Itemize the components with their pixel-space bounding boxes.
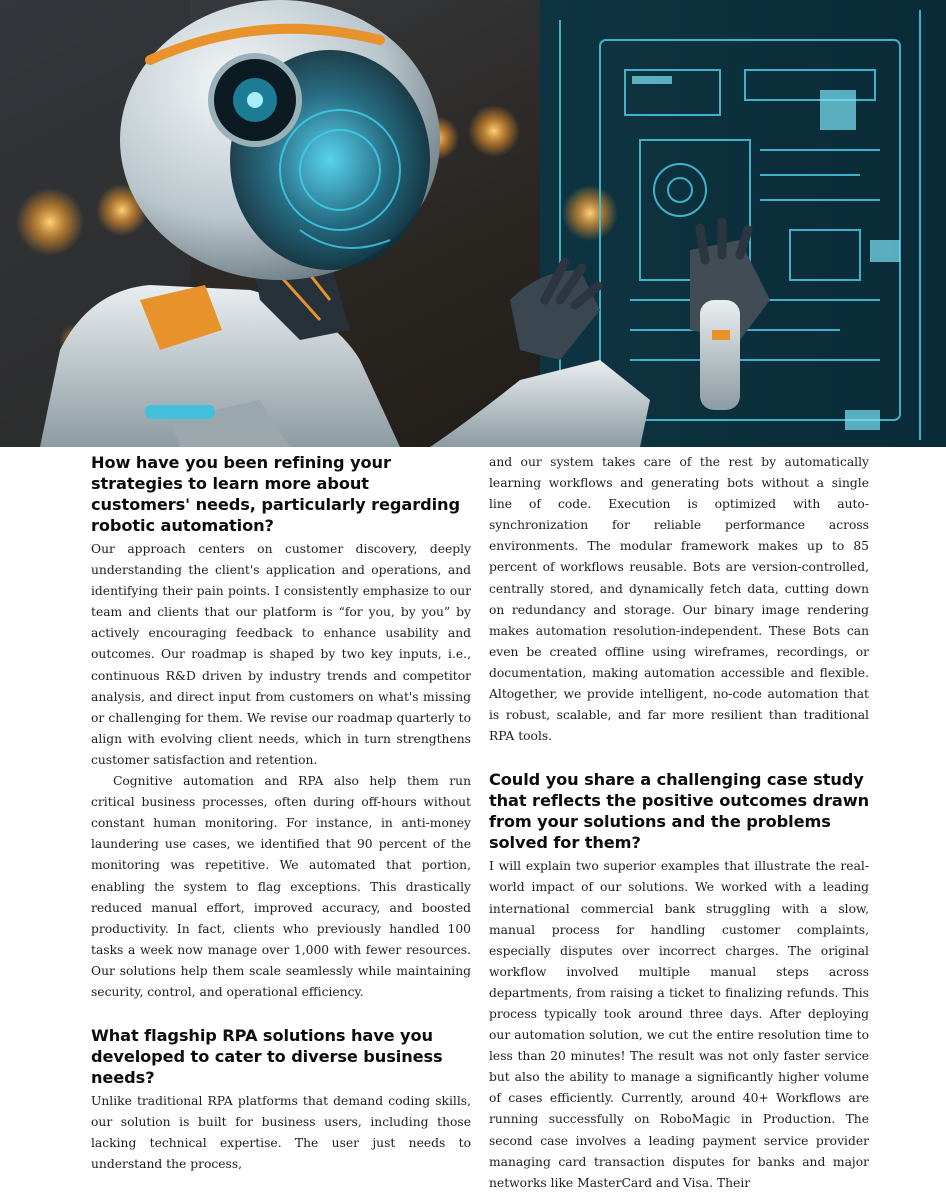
question-heading-customer-needs: How have you been refining your strategies to learn more about customers' needs, particularly regarding robotic automation?: [91, 453, 460, 535]
article-right-column: [489, 452, 869, 1194]
robot-illustration: [0, 0, 946, 447]
hero-image: [0, 0, 946, 447]
answer-paragraph: and our system takes care of the rest by automatically learning workflows and generating bots without a single line of code. Execution is optimized with auto-synchronization for reliable performance across environments. The modular framework makes up to 85 percent of workflows reusable. Bots are version-controlled, centrally stored, and dynamically fetch data, cutting down on redundancy and storage. Our binary image rendering makes automation resolution-independent. These Bots can even be created offline using wireframes, recordings, or documentation, making automation accessible and flexible. Altogether, we provide intelligent, no-code automation that is robust, scalable, and far more resilient than traditional RPA tools.: [489, 455, 869, 744]
answer-paragraph: Our approach centers on customer discovery, deeply understanding the client's application and operations, and identifying their pain points. I consistently emphasize to our team and clients that our platform is “for you, by you” by actively encouraging feedback to enhance usability and outcomes. Our roadmap is shaped by two key inputs, i.e., continuous R&D driven by industry trends and competitor analysis, and direct input from customers on what's missing or challenging for them. We revise our roadmap quarterly to align with evolving client needs, which in turn strengthens customer satisfaction and retention.: [91, 542, 471, 767]
question-heading-flagship-solutions: What flagship RPA solutions have you developed to cater to diverse business needs?: [91, 1026, 443, 1088]
question-heading-case-study: Could you share a challenging case study that reflects the positive outcomes drawn from your solutions and the problems solved for them?: [489, 770, 870, 853]
answer-paragraph: I will explain two superior examples that illustrate the real-world impact of our solutions. We worked with a leading international commercial bank struggling with a slow, manual process for handling customer complaints, especially disputes over incorrect charges. The original workflow involved multiple manual steps across departments, from raising a ticket to finalizing refunds. This process typically took around three days. After deploying our automation solution, we cut the entire resolution time to less than 20 minutes! The result was not only faster service but also the ability to manage a significantly higher volume of cases efficiently. Currently, around 40+ Workflows are running successfully on RoboMagic in Production. The second case involves a leading payment service provider managing card transaction disputes for banks and major networks like MasterCard and Visa. Their: [489, 859, 869, 1190]
answer-paragraph: Cognitive automation and RPA also help them run critical business processes, often during off-hours without constant human monitoring. For instance, in anti-money laundering use cases, we identified that 90 percent of the monitoring was repetitive. We automated that portion, enabling the system to flag exceptions. This drastically reduced manual effort, improved accuracy, and boosted productivity. In fact, clients who previously handled 100 tasks a week now manage over 1,000 with fewer resources. Our solutions help them scale seamlessly while maintaining security, control, and operational efficiency.: [91, 774, 471, 999]
article-left-column: [91, 452, 471, 1175]
answer-paragraph: Unlike traditional RPA platforms that demand coding skills, our solution is built for business users, including those lacking technical expertise. The user just needs to understand the process,: [91, 1094, 471, 1172]
